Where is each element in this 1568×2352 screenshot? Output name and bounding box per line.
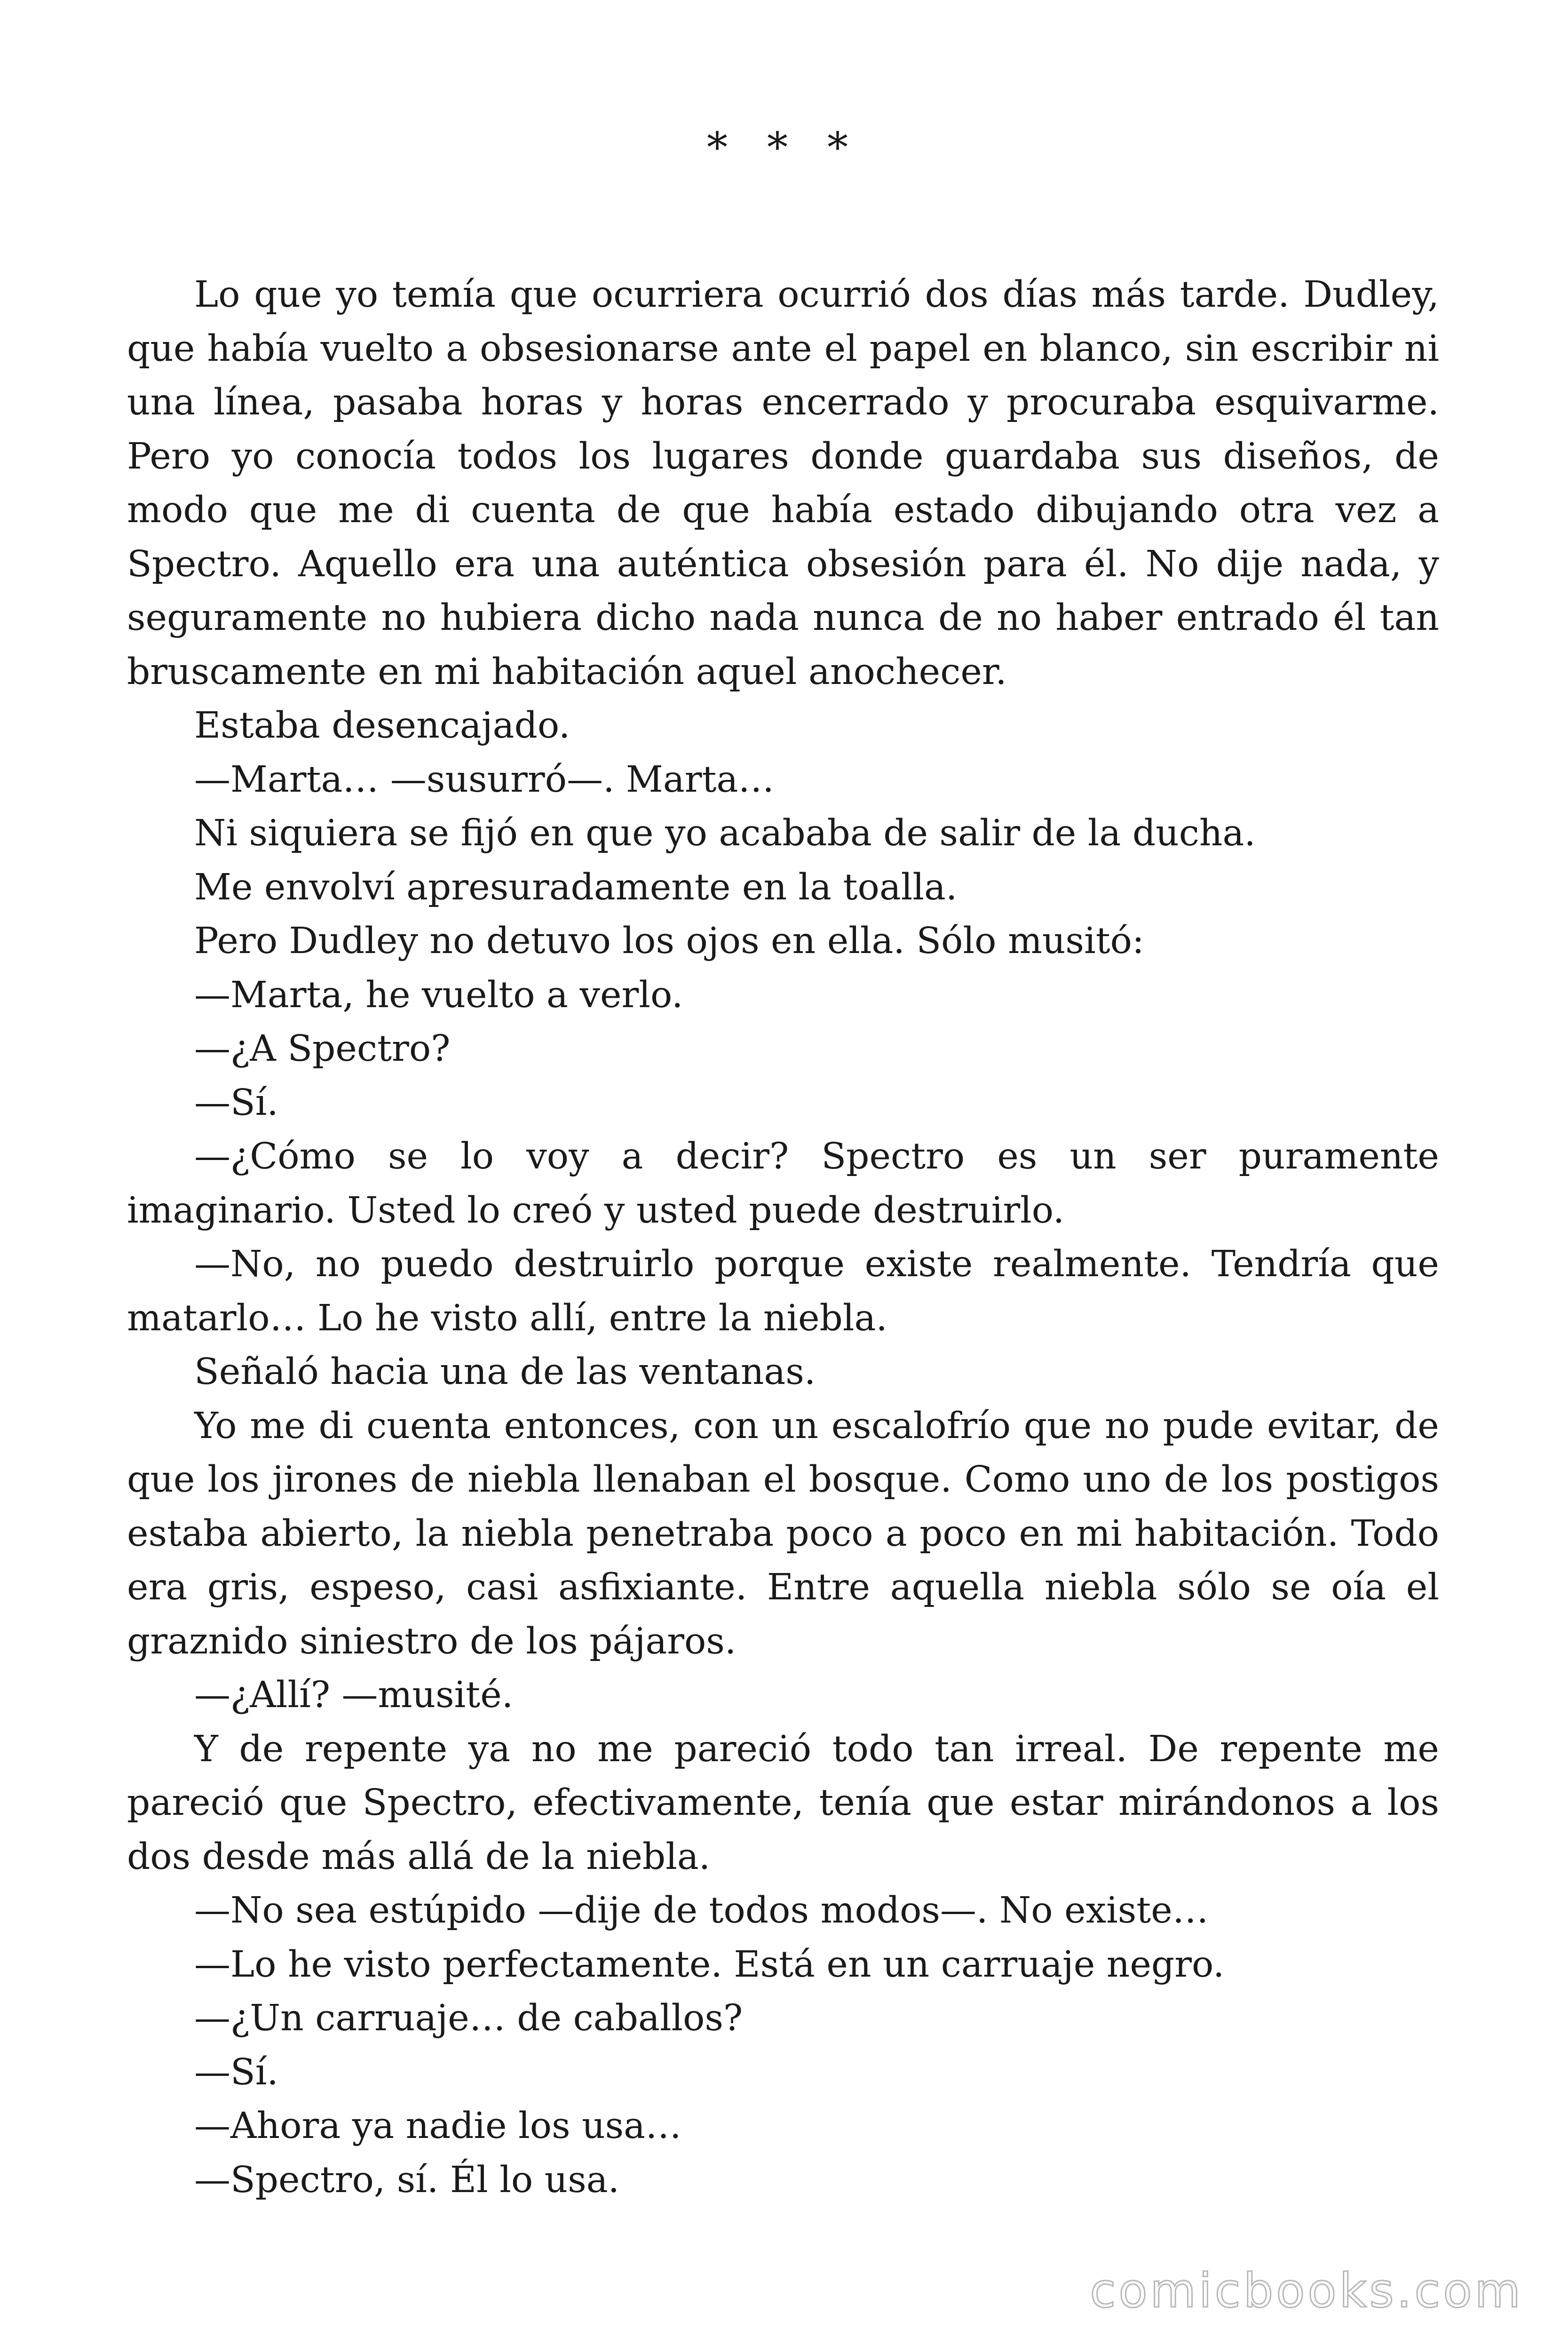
paragraph: —Marta… —susurró—. Marta…: [194, 758, 775, 801]
paragraph: Ni siquiera se fijó en que yo acababa de salir de la ducha.: [194, 812, 1256, 854]
watermark: comicbooks.com: [1090, 2263, 1523, 2318]
paragraph: —Lo he visto perfectamente. Está en un carruaje negro.: [194, 1943, 1225, 1986]
paragraph: Yo me di cuenta entonces, con un escalofrío que no pude evitar, de que los jirones de niebla llenaban el bosque. Como uno de los postigos estaba abierto, la niebla penetraba poco a poco en mi habitación. Todo era gris, espeso, casi asfixiante. Entre aquella niebla sólo se oía el graznido siniestro de los pájaros.: [127, 1405, 1439, 1662]
paragraph: —Sí.: [194, 2051, 278, 2093]
paragraph: Señaló hacia una de las ventanas.: [194, 1351, 816, 1393]
paragraph: Me envolví apresuradamente en la toalla.: [194, 866, 958, 908]
paragraph: —No sea estúpido —dije de todos modos—. No existe…: [194, 1890, 1209, 1931]
paragraph: Pero Dudley no detuvo los ojos en ella. Sólo musitó:: [194, 920, 1144, 962]
paragraph: —Spectro, sí. Él lo usa.: [194, 2159, 620, 2201]
body-text: [127, 268, 1439, 2207]
paragraph: —¿Allí? —musité.: [194, 1674, 514, 1716]
paragraph: —Sí.: [194, 1081, 278, 1124]
paragraph: —Ahora ya nadie los usa…: [194, 2105, 682, 2147]
paragraph: Lo que yo temía que ocurriera ocurrió dos días más tarde. Dudley, que había vuelto a obsesionarse ante el papel en blanco, sin escribir ni una línea, pasaba horas y horas encerrado y procuraba esquivarme. Pero yo conocía todos los lugares donde guardaba sus diseños, de modo que me di cuenta de que había estado dibujando otra vez a Spectro. Aquello era una auténtica obsesión para él. No dije nada, y seguramente no hubiera dicho nada nunca de no haber entrado él tan bruscamente en mi habitación aquel anochecer.: [127, 274, 1439, 693]
section-separator: * * *: [707, 123, 861, 172]
paragraph: Estaba desencajado.: [194, 705, 570, 747]
paragraph: —¿A Spectro?: [194, 1028, 451, 1070]
paragraph: —¿Un carruaje… de caballos?: [194, 1997, 743, 2039]
paragraph: —Marta, he vuelto a verlo.: [194, 974, 683, 1016]
paragraph: —No, no puedo destruirlo porque existe realmente. Tendría que matarlo… Lo he visto allí, entre la niebla.: [127, 1243, 1439, 1339]
paragraph: —¿Cómo se lo voy a decir? Spectro es un ser puramente imaginario. Usted lo creó y usted puede destruirlo.: [127, 1136, 1439, 1232]
paragraph: Y de repente ya no me pareció todo tan irreal. De repente me pareció que Spectro, efectivamente, tenía que estar mirándonos a los dos desde más allá de la niebla.: [127, 1728, 1439, 1878]
